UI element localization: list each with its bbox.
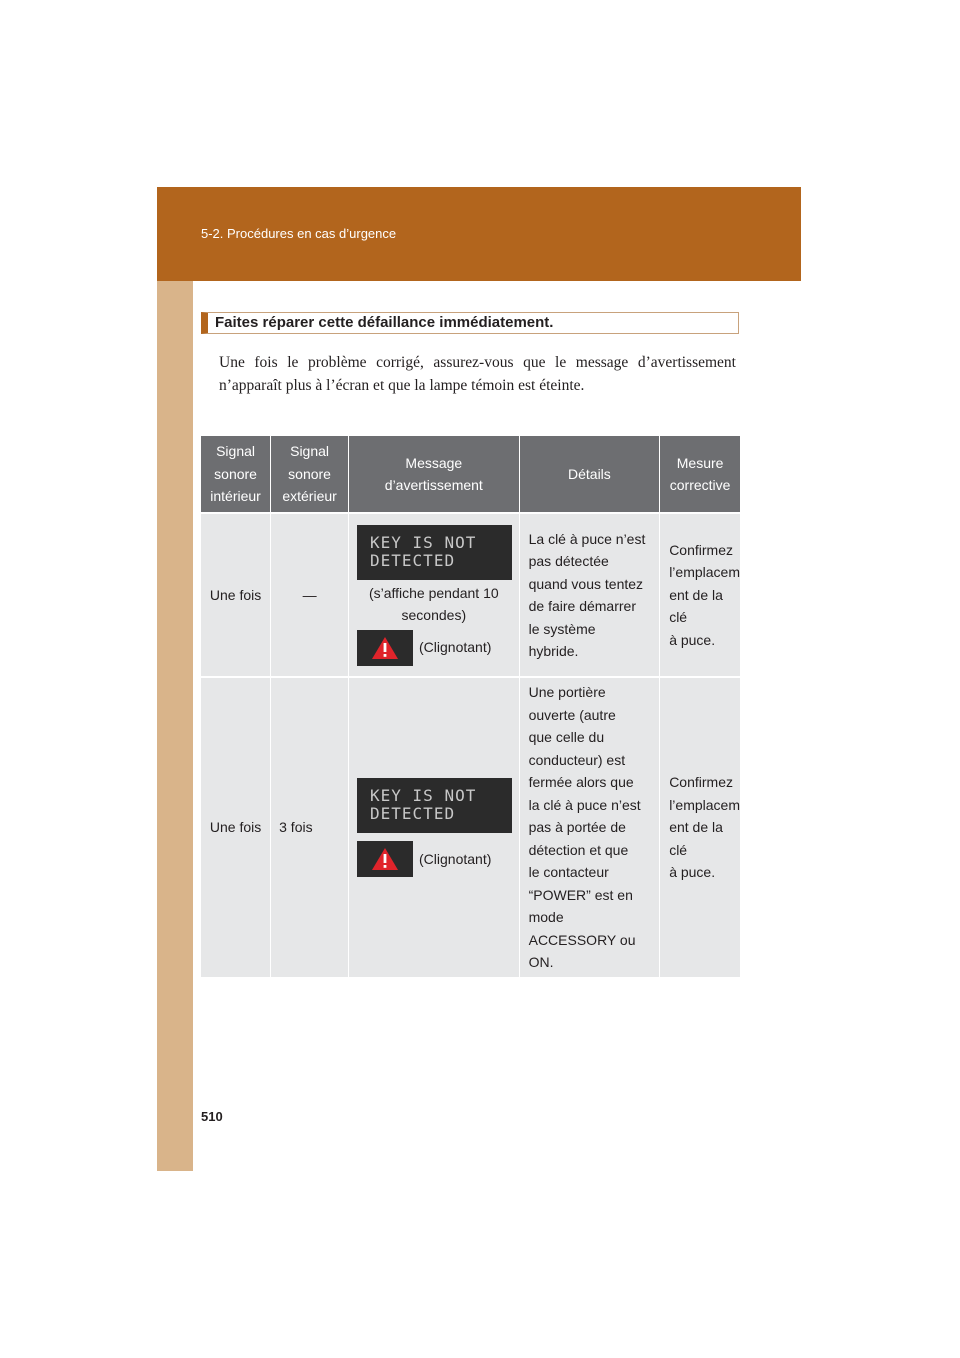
table-row xyxy=(201,677,740,977)
cell-details: Une portière ouverte (autre que celle du conducteur) est fermée alors que la clé à puce n’est pas à portée de détection et que le contacteur “POWER” est en mode ACCESSORY ou ON. xyxy=(519,677,660,977)
cell-corrective-action: Confirmez l’emplacem ent de la clé à puce. xyxy=(660,677,740,977)
table-header-row xyxy=(201,436,740,513)
warning-triangle-icon xyxy=(357,630,413,666)
warning-lamp-row xyxy=(357,841,519,877)
cell-warning-message xyxy=(349,677,520,977)
page-number: 510 xyxy=(201,1109,223,1124)
warning-triangle-icon xyxy=(357,841,413,877)
warning-table xyxy=(201,436,740,977)
sidebar-tab xyxy=(157,187,193,1171)
header-interior-signal: Signal sonore intérieur xyxy=(201,436,271,513)
subheading: Faites réparer cette défaillance immédiatement. xyxy=(215,314,554,331)
lcd-display: KEY IS NOT DETECTED xyxy=(357,525,512,580)
cell-details: La clé à puce n’est pas détectée quand vous tentez de faire démarrer le système hybride. xyxy=(519,513,660,677)
cell-warning-message xyxy=(349,513,520,677)
cell-exterior-signal: 3 fois xyxy=(271,677,349,977)
cell-interior-signal: Une fois xyxy=(201,677,271,977)
cell-corrective-action: Confirmez l’emplacem ent de la clé à puce. xyxy=(660,513,740,677)
header-exterior-signal: Signal sonore extérieur xyxy=(271,436,349,513)
header-details: Détails xyxy=(519,436,660,513)
cell-interior-signal: Une fois xyxy=(201,513,271,677)
cell-exterior-signal: — xyxy=(271,513,349,677)
blinking-note: (Clignotant) xyxy=(419,850,492,867)
blinking-note: (Clignotant) xyxy=(419,639,492,656)
header-corrective-action: Mesure corrective xyxy=(660,436,740,513)
display-duration-note: (s’affiche pendant 10 secondes) xyxy=(368,584,499,623)
warning-lamp-row xyxy=(357,630,519,666)
intro-paragraph: Une fois le problème corrigé, assurez-vous que le message d’avertissement n’apparaît plus à l’écran et que la lampe témoin est éteinte. xyxy=(219,354,736,394)
subheading-box xyxy=(201,312,739,334)
lcd-display: KEY IS NOT DETECTED xyxy=(357,778,512,833)
table-row xyxy=(201,513,740,677)
section-title: 5-2. Procédures en cas d’urgence xyxy=(201,226,397,241)
header-warning-message: Message d’avertissement xyxy=(349,436,520,513)
